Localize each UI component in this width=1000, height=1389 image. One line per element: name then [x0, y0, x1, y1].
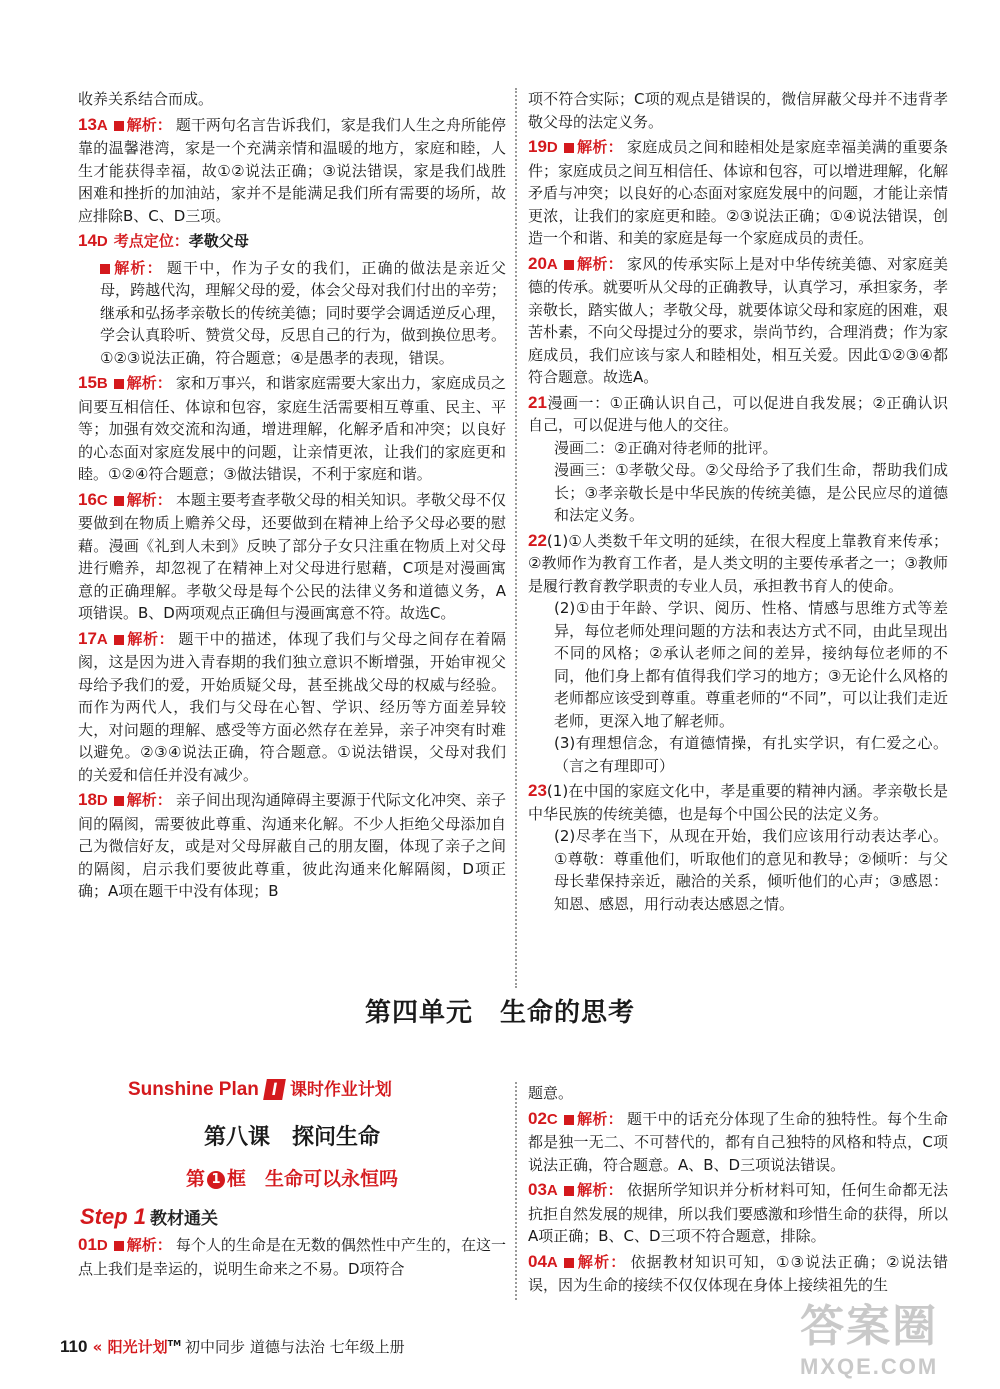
- answer-line: [100, 257, 506, 370]
- analysis-box-icon: [564, 143, 574, 153]
- answer-line: [78, 1234, 506, 1280]
- footer-chevron-icon: «: [92, 1338, 103, 1356]
- sunshine-brand: Sunshine Plan: [128, 1079, 259, 1100]
- analysis-box-icon: [564, 1258, 574, 1268]
- column-divider-top: [515, 88, 517, 988]
- analysis-tag: [564, 1253, 627, 1271]
- answer-item: [78, 230, 506, 254]
- right-column-top: [528, 88, 948, 918]
- analysis-label: 解析：: [576, 1252, 627, 1271]
- analysis-box-icon: [114, 796, 124, 806]
- answer-item: [528, 392, 948, 527]
- sunshine-sub: 课时作业计划: [289, 1080, 392, 1099]
- answer-letter: A: [546, 1253, 558, 1271]
- watermark: [800, 1290, 938, 1380]
- column-divider-bottom: [515, 1082, 517, 1300]
- answer-text: 题意。: [528, 1084, 574, 1102]
- answer-text: (2)尽孝在当下，从现在开始，我们应该用行动表达孝心。①尊敬：尊重他们，听取他们的意见和教导；②倾听：与父母长辈保持亲近，融洽的关系，倾听他们的心声；③感恩：知恩、感恩，用行动表达感恩之情。: [554, 827, 948, 913]
- answer-text: 家庭成员之间和睦相处是家庭幸福美满的重要条件；家庭成员之间互相信任、体谅和包容，可以增进理解，化解矛盾与冲突；以良好的心态面对家庭发展中的问题，才能让亲情更浓，让我们的家庭更和睦。②③说法正确；①④说法错误，创造一个和谐、和美的家庭是每一个家庭成员的责任。: [528, 138, 949, 247]
- analysis-tag: [564, 255, 623, 273]
- question-number: 16: [78, 489, 97, 509]
- question-number: 03: [528, 1180, 547, 1199]
- analysis-box-icon: [114, 1241, 124, 1251]
- watermark-zh: 答案圈: [800, 1302, 939, 1351]
- frame-post: 框 生命可以永恒吗: [227, 1168, 399, 1190]
- answer-item: [528, 530, 948, 778]
- analysis-box-icon: [564, 1186, 574, 1196]
- footer-tm: TM: [167, 1339, 182, 1348]
- analysis-tag: [114, 630, 175, 648]
- answer-line: [528, 437, 948, 460]
- answer-line: [528, 1082, 948, 1105]
- analysis-label: 解析：: [576, 1109, 623, 1128]
- answer-item: [528, 136, 948, 250]
- analysis-tag: [100, 259, 163, 277]
- analysis-tag: [564, 1110, 623, 1128]
- answer-text: 家和万事兴，和谐家庭需要大家出力，家庭成员之间要互相信任、体谅和包容，家庭生活需要相互尊重、民主、平等；加强有效交流和沟通，增进理解，化解矛盾和冲突；以良好的心态面对家庭发展中的问题，让亲情更浓，让我们的家庭更和睦。①②④符合题意；③做法错误，不利于家庭和谐。: [78, 374, 506, 483]
- answer-text: 每个人的生命是在无数的偶然性中产生的，在这一点上我们是幸运的，说明生命来之不易。D项符合: [78, 1236, 506, 1278]
- answer-item: [528, 1082, 948, 1105]
- page-number: 110: [60, 1337, 88, 1356]
- answer-text: 题干中，作为子女的我们，正确的做法是亲近父母，跨越代沟，理解父母的爱，体会父母对我们付出的辛劳；继承和弘扬孝亲敬长的传统美德；同时要学会调适逆反心理，学会认真聆听、赞赏父母，反思自己的行为，做到换位思考。①②③说法正确，符合题意；④是愚孝的表现，错误。: [100, 258, 506, 367]
- analysis-label: 解析：: [576, 1181, 623, 1199]
- answer-letter: D: [546, 139, 558, 156]
- lesson-title: 第八课 探问生命: [203, 1124, 380, 1150]
- answer-item: [528, 780, 948, 915]
- answer-line: [528, 530, 948, 598]
- page-footer: [60, 1336, 405, 1357]
- analysis-tag: [114, 374, 172, 392]
- answer-text: (3)有理想信念，有道德情操，有扎实学识，有仁爱之心。（言之有理即可）: [554, 734, 948, 775]
- answer-line: [528, 459, 948, 527]
- analysis-label: 解析：: [576, 138, 623, 156]
- question-number: 14: [78, 231, 97, 250]
- analysis-box-icon: [564, 260, 574, 270]
- answer-letter: D: [96, 1237, 108, 1254]
- answer-text: 家风的传承实际上是对中华传统美德、对家庭美德的传承。就要听从父母的正确教导，认真学习，承担家务，孝亲敬长，踏实做人；孝敬父母，就要体谅父母和家庭的困难，艰苦朴素，不向父母提过分的要求，崇尚节约，合理消费；作为家庭成员，我们应该与家人和睦相处，相互关爱。因此①②③④都符合题意。故选A。: [528, 254, 949, 386]
- analysis-label: 解析：: [576, 254, 623, 273]
- answer-line: [528, 732, 948, 777]
- left-column-top: [78, 88, 506, 906]
- answer-item: [78, 88, 506, 111]
- analysis-label: 解析：: [126, 374, 172, 392]
- analysis-tag: [114, 791, 172, 809]
- answer-line: [78, 628, 506, 787]
- analysis-tag: [114, 1236, 172, 1254]
- answer-text: 漫画二：②正确对待老师的批评。: [554, 438, 778, 457]
- answer-line: [78, 489, 506, 625]
- question-number: 22: [528, 530, 547, 550]
- question-number: 01: [78, 1235, 97, 1254]
- answer-text: (1)在中国的家庭文化中，孝是重要的精神内涵。孝亲敬长是中华民族的传统美德，也是每个中国公民的法定义务。: [528, 782, 948, 823]
- answer-text: 题干中的话充分体现了生命的独特性。每个生命都是独一无二、不可替代的，都有自己独特的风格和特点，C项说法正确，符合题意。A、B、D三项说法错误。: [528, 1109, 948, 1174]
- answer-line: [78, 114, 506, 228]
- question-number: 23: [528, 781, 547, 800]
- frame-number: 1: [207, 1171, 225, 1189]
- answer-letter: A: [96, 116, 108, 134]
- answer-item: [528, 88, 948, 133]
- answer-line: [528, 597, 948, 732]
- answer-line: [528, 1179, 948, 1248]
- question-number: 13: [78, 114, 97, 134]
- answer-letter: B: [96, 375, 108, 392]
- analysis-box-icon: [114, 121, 124, 131]
- answer-text: 漫画三：①孝敬父母。②父母给予了我们生命，帮助我们成长；③孝亲敬长是中华民族的传统美德，是公民应尽的道德和法定义务。: [554, 461, 948, 524]
- answer-line: [78, 372, 506, 486]
- answer-line: [528, 88, 948, 133]
- answer-letter: C: [96, 491, 108, 509]
- analysis-label: 解析：: [126, 791, 172, 809]
- answer-text: 本题主要考查孝敬父母的相关知识。孝敬父母不仅要做到在物质上赡养父母，还要做到在精神上给予父母必要的慰藉。漫画《礼到人未到》反映了部分子女只注重在物质上对父母进行赡养，却忽视了在精神上对父母进行慰藉，C项是对漫画寓意的正确理解。孝敬父母是每个公民的法律义务和道德义务，A项错误。B、D两项观点正确但与漫画寓意不符。故选C。: [78, 490, 506, 622]
- answer-line: [528, 780, 948, 825]
- answer-item: [78, 1234, 506, 1280]
- answer-item: [528, 1108, 948, 1177]
- left-column-bottom: [78, 1234, 506, 1283]
- answer-item: [528, 1179, 948, 1248]
- analysis-label: 解析：: [126, 490, 172, 509]
- analysis-tag: [564, 138, 623, 156]
- answer-letter: D: [96, 233, 108, 250]
- frame-pre: 第: [185, 1168, 205, 1190]
- answer-item: [78, 372, 506, 486]
- answer-item: [528, 253, 948, 389]
- question-number: 04: [528, 1251, 547, 1271]
- analysis-box-icon: [100, 264, 110, 274]
- analysis-box-icon: [114, 379, 124, 389]
- analysis-label: 解析：: [113, 258, 163, 277]
- answer-text: 题干两句名言告诉我们，家是我们人生之舟所能停靠的温馨港湾，家是一个充满亲情和温暖的地方，家庭和睦，人生才能获得幸福，故①②说法正确；③说法错误，家是我们战胜困难和挫折的加油站，家并不是能满足我们所有需要的场所，故应排除B、C、D三项。: [78, 115, 506, 225]
- analysis-tag: [114, 491, 172, 509]
- answer-item: [78, 257, 506, 370]
- answer-text: 亲子间出现沟通障碍主要源于代际文化冲突、亲子间的隔阂，需要彼此尊重、沟通来化解。不少人拒绝父母添加自己为微信好友，或是对父母屏蔽自己的朋友圈，体现了亲子之间的隔阂，启示我们要彼此尊重，彼此沟通来化解隔阂，D项正确；A项在题干中没有体现；B: [78, 791, 506, 900]
- analysis-label: 解析：: [126, 1236, 172, 1254]
- answer-line: [528, 253, 948, 389]
- answer-letter: A: [546, 255, 558, 273]
- answer-line: [78, 789, 506, 903]
- unit-title: 第四单元 生命的思考: [364, 998, 635, 1028]
- answer-letter: D: [96, 792, 108, 809]
- step-title: 教材通关: [150, 1209, 219, 1228]
- answer-text: 收养关系结合而成。: [78, 90, 214, 108]
- watermark-en: MXQE.COM: [800, 1354, 939, 1379]
- right-column-bottom: [528, 1082, 948, 1300]
- answer-item: [78, 789, 506, 903]
- answer-text: (1)①人类数千年文明的延续，在很大程度上靠教育来传承；②教师作为教育工作者，是人类文明的主要传承者之一；③教师是履行教育教学职责的专业人员，承担教书育人的使命。: [528, 531, 948, 595]
- question-number: 19: [528, 137, 547, 156]
- answer-line: [528, 1108, 948, 1177]
- kp-value: 孝敬父母: [188, 232, 249, 250]
- answer-line: [528, 392, 948, 437]
- analysis-box-icon: [564, 1115, 574, 1125]
- answer-text: 依据教材知识可知，①③说法正确；②说法错误，因为生命的接续不仅仅体现在身体上接续祖先的生: [528, 1252, 948, 1294]
- answer-line: [78, 88, 506, 111]
- answer-text: 项不符合实际；C项的观点是错误的，微信屏蔽父母并不违背孝敬父母的法定义务。: [528, 90, 948, 131]
- footer-book-title: 初中同步 道德与法治 七年级上册: [185, 1338, 405, 1356]
- question-number: 21: [528, 392, 547, 412]
- frame-title: [78, 1164, 506, 1191]
- question-number: 18: [78, 790, 97, 809]
- question-number: 15: [78, 373, 97, 392]
- answer-line: [78, 230, 506, 254]
- answer-item: [78, 628, 506, 787]
- answer-text: 漫画一：①正确认识自己，可以促进自我发展；②正确认识自己，可以促进与他人的交往。: [528, 393, 948, 434]
- answer-letter: A: [96, 630, 108, 648]
- answer-letter: C: [546, 1110, 558, 1128]
- sunshine-plan-banner: [128, 1075, 392, 1101]
- answer-line: [528, 825, 948, 915]
- analysis-label: 解析：: [126, 629, 175, 648]
- question-number: 02: [528, 1108, 547, 1128]
- footer-brand: 阳光计划: [107, 1338, 168, 1356]
- analysis-label: 解析：: [126, 115, 172, 134]
- analysis-tag: [114, 116, 172, 134]
- step-label: Step 1: [80, 1204, 147, 1229]
- sunshine-roman: I: [263, 1079, 286, 1100]
- step-heading: [80, 1204, 218, 1230]
- answer-line: [528, 136, 948, 250]
- analysis-tag: [564, 1181, 623, 1199]
- kp-label: 考点定位：: [113, 232, 189, 250]
- answer-text: 题干中的描述，体现了我们与父母之间存在着隔阂，这是因为进入青春期的我们独立意识不断增强，开始审视父母给予我们的爱，开始质疑父母，甚至挑战父母的权威与经验。而作为两代人，我们与父母在心智、学识、经历等方面差异较大，对问题的理解、感受等方面必然存在差异，亲子冲突有时难以避免。②③④说法正确，符合题意。①说法错误，父母对我们的关爱和信任并没有减少。: [78, 629, 506, 784]
- answer-text: (2)①由于年龄、学识、阅历、性格、情感与思维方式等差异，每位老师处理问题的方法和表达方式不同，由此呈现出不同的风格；②承认老师之间的差异，接纳每位老师的不同，他们身上都有值得我们学习的地方；③无论什么风格的老师都应该受到尊重。尊重老师的“不同”，可以让我们走近老师，更深入地了解老师。: [554, 599, 948, 730]
- analysis-box-icon: [114, 635, 124, 645]
- answer-letter: A: [546, 1182, 558, 1199]
- answer-item: [78, 489, 506, 625]
- answer-item: [78, 114, 506, 228]
- question-number: 17: [78, 628, 97, 648]
- analysis-box-icon: [114, 496, 124, 506]
- question-number: 20: [528, 253, 547, 273]
- answer-text: 依据所学知识并分析材料可知，任何生命都无法抗拒自然发展的规律，所以我们要感激和珍惜生命的获得，所以A项正确；B、C、D三项不符合题意，排除。: [528, 1181, 949, 1245]
